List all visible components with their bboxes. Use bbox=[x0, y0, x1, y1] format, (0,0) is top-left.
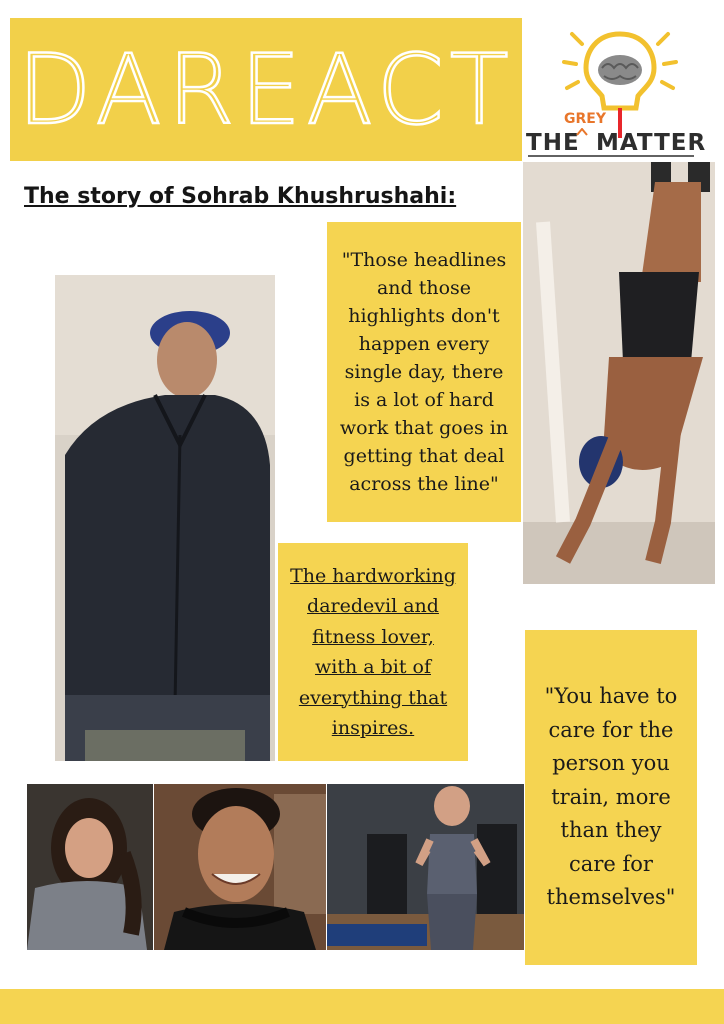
hardworking-caption-text: The hardworking daredevil and fitness lover, with a bit of everything that inspires. bbox=[290, 564, 456, 739]
care-quote-box bbox=[525, 630, 697, 965]
logo-grey-text: GREY bbox=[564, 111, 606, 127]
collage-photo-3 bbox=[327, 784, 524, 950]
footer-bar bbox=[0, 989, 724, 1024]
logo-the-text: THE bbox=[526, 130, 580, 156]
person-photo-icon bbox=[55, 275, 275, 761]
hardworking-caption-box bbox=[278, 543, 468, 761]
person-photo-icon bbox=[27, 784, 153, 950]
collage-photo-2 bbox=[154, 784, 326, 950]
headlines-quote-box bbox=[327, 222, 521, 522]
story-title: The story of Sohrab Khushrushahi: bbox=[24, 184, 457, 209]
collage-photo-1 bbox=[27, 784, 153, 950]
caret-icon bbox=[576, 128, 588, 136]
banner-title: DAREACT bbox=[17, 33, 515, 146]
portrait-photo bbox=[55, 275, 275, 761]
grey-matter-logo bbox=[524, 26, 707, 166]
handstand-photo bbox=[523, 162, 715, 584]
title-banner bbox=[10, 18, 522, 161]
care-quote-text: "You have to care for the person you train, more than they care for themselves" bbox=[544, 684, 678, 910]
logo-matter-text: MATTER bbox=[596, 130, 707, 156]
headlines-quote-text: "Those headlines and those highlights don't happen every single day, there is a lot of hard work that goes in getting that deal across the line" bbox=[339, 249, 509, 495]
person-photo-icon bbox=[327, 784, 524, 950]
person-photo-icon bbox=[523, 162, 715, 584]
person-photo-icon bbox=[154, 784, 326, 950]
